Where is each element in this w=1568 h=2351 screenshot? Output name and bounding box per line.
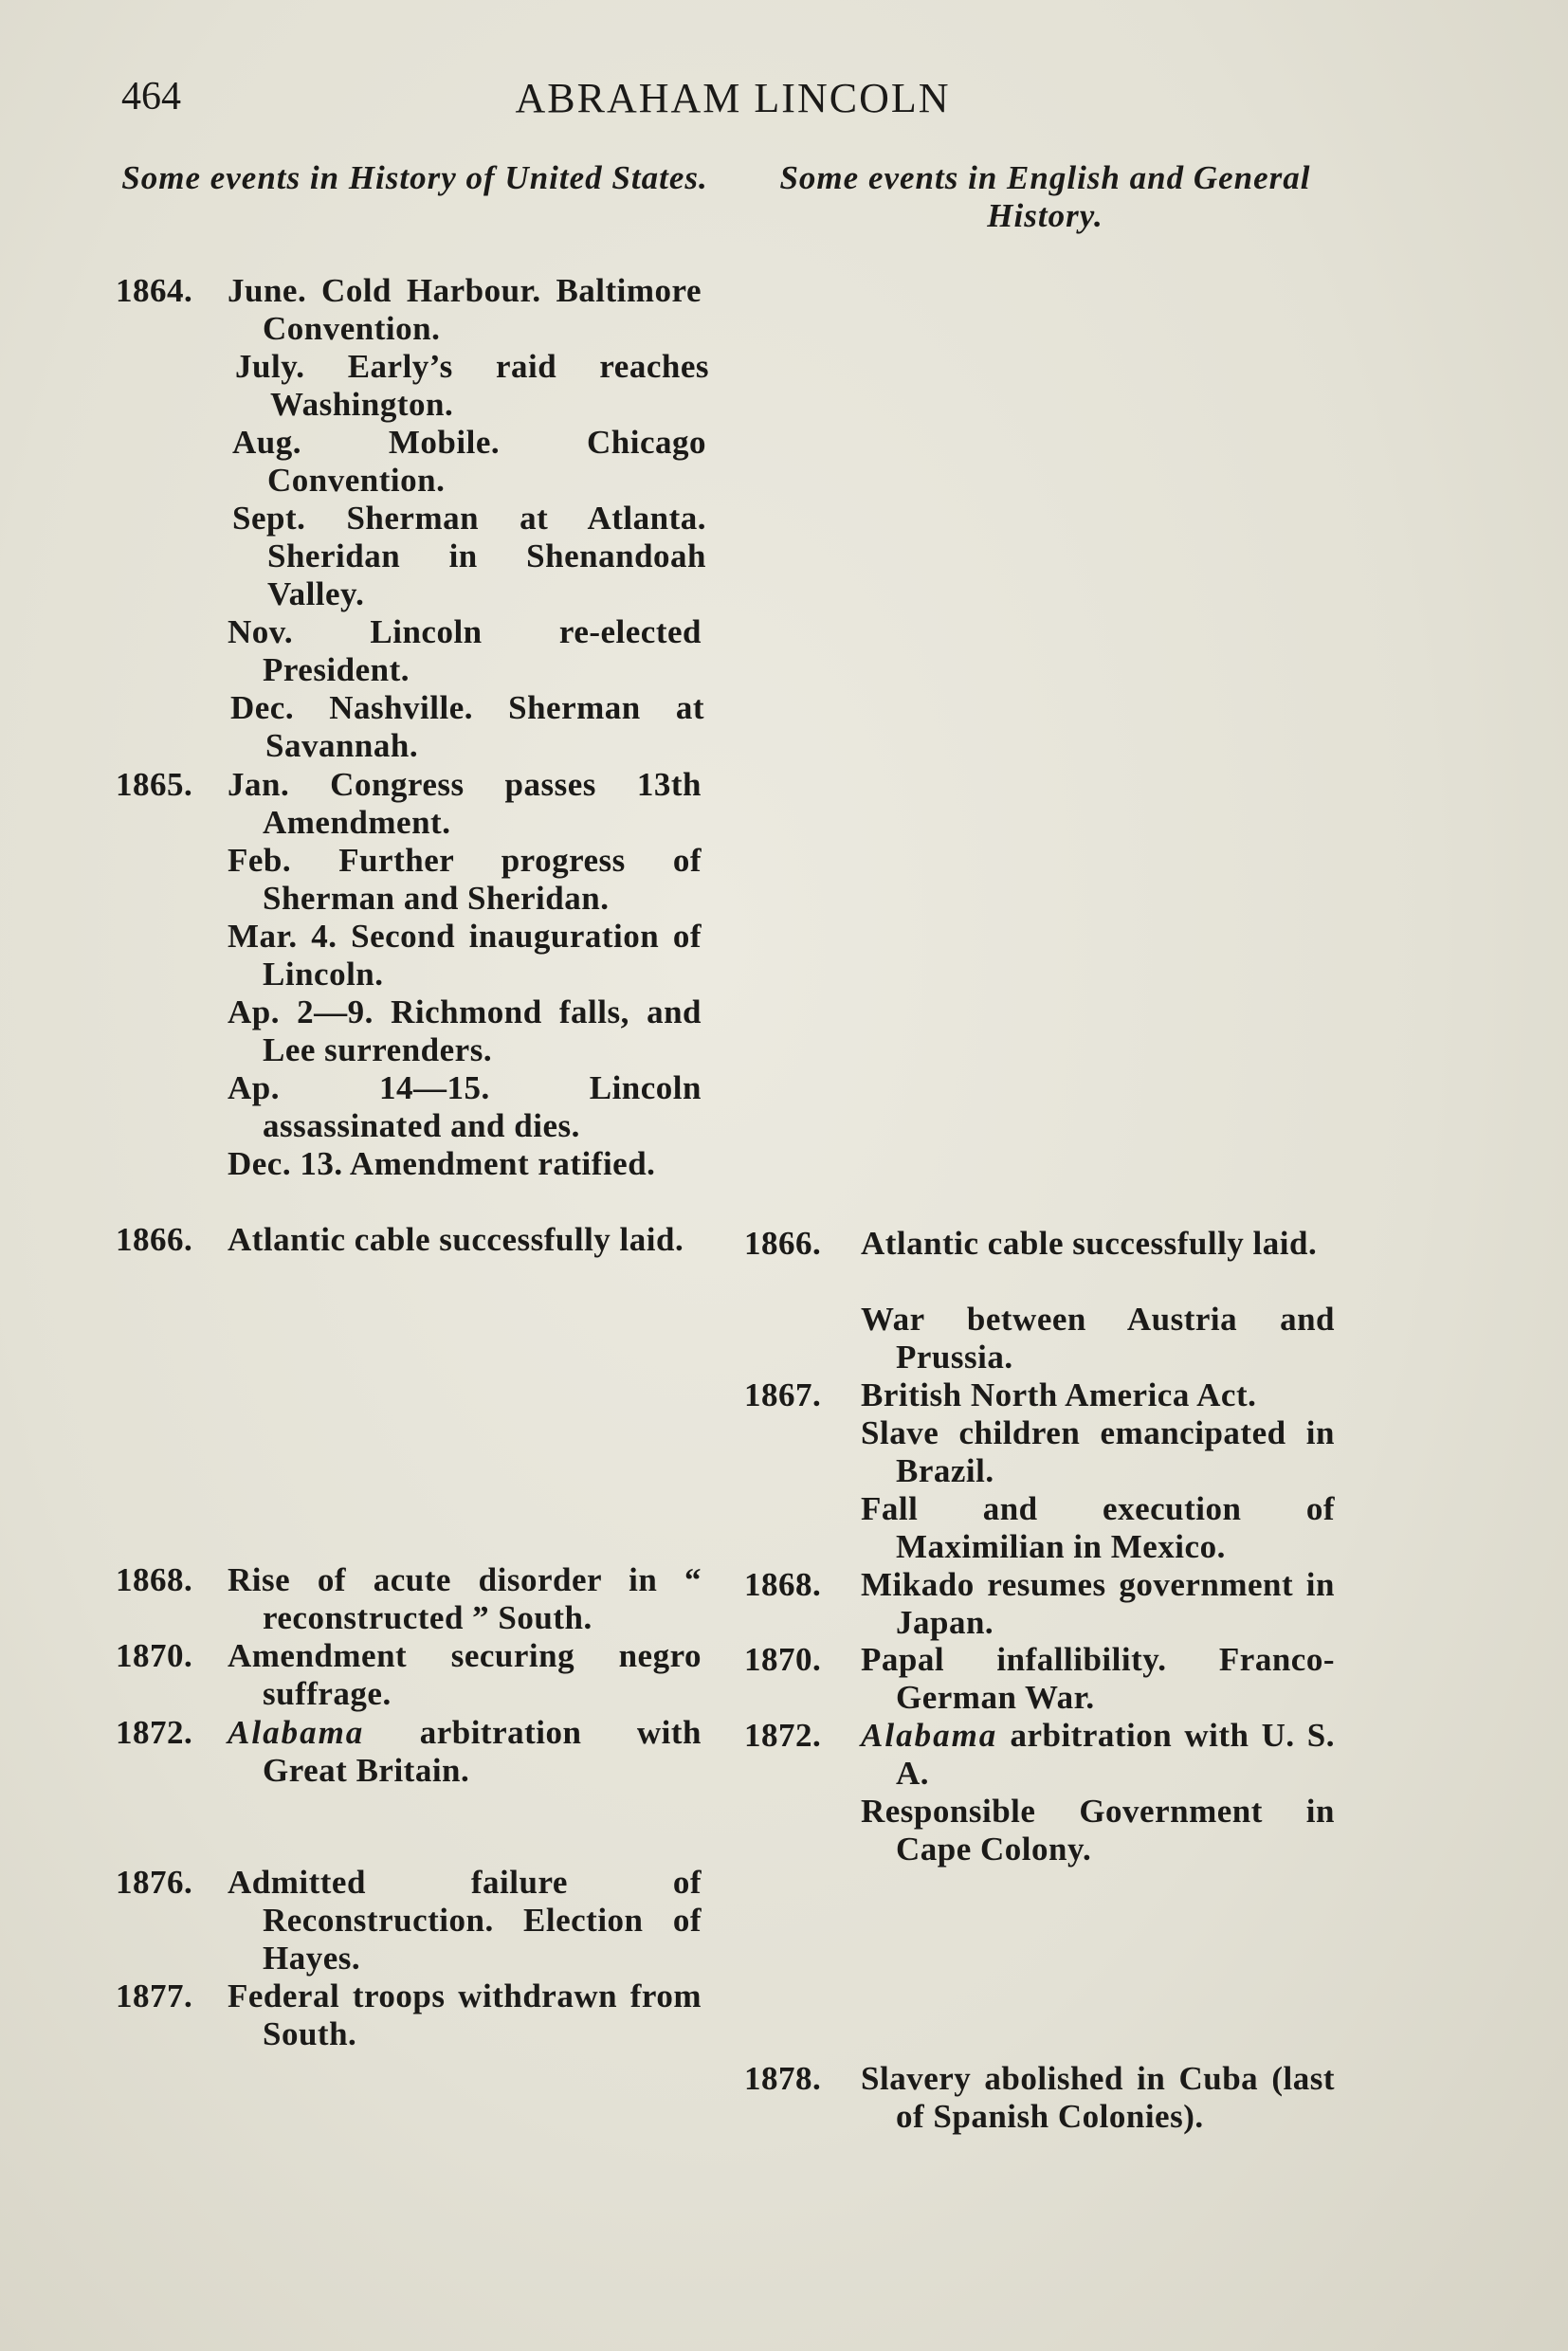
entry-year: 1866. — [744, 1225, 822, 1262]
entry-text: Aug. Mobile. Chicago Convention. — [232, 424, 706, 499]
entry-text: Nov. Lincoln re-elected President. — [228, 613, 702, 688]
entry-year: 1867. — [744, 1376, 822, 1413]
entry-year: 1872. — [116, 1714, 193, 1751]
entry-text: Admitted failure of Reconstruction. Election of Hayes. — [228, 1864, 702, 1977]
entry-text: Jan. Congress passes 13th Amendment. — [228, 766, 702, 841]
entry-text — [228, 1714, 702, 1790]
entry-text: Rise of acute disorder in “ reconstructed ” South. — [228, 1561, 702, 1636]
entry-text: Amendment securing negro suffrage. — [228, 1637, 702, 1712]
left-column-heading: Some events in History of United States. — [121, 159, 708, 196]
entry-text: Papal infallibility. Franco-German War. — [861, 1641, 1335, 1716]
entry-text: Dec. 13. Amendment ratified. — [228, 1145, 656, 1182]
entry-text: Sept. Sherman at Atlanta. Sheridan in Shenandoah Valley. — [232, 500, 706, 612]
entry-text-rest: arbitration with Great Britain. — [263, 1714, 702, 1789]
ship-name: Alabama — [861, 1717, 998, 1754]
page-header — [121, 74, 1344, 131]
entry-year: 1878. — [744, 2060, 822, 2097]
entry-text: Ap. 2—9. Richmond falls, and Lee surrenders. — [228, 993, 702, 1068]
entry-text: Ap. 14—15. Lincoln assassinated and dies. — [228, 1069, 702, 1144]
entry-year: 1866. — [116, 1221, 193, 1258]
entry-text-rest: arbitration with U. S. A. — [896, 1717, 1335, 1792]
entry-year: 1868. — [116, 1561, 193, 1598]
entry-text: Slavery abolished in Cuba (last of Spanish Colonies). — [861, 2060, 1335, 2135]
entry-text: Slave children emancipated in Brazil. — [861, 1414, 1335, 1489]
entry-year: 1870. — [744, 1641, 822, 1678]
entry-year: 1870. — [116, 1637, 193, 1674]
entry-year: 1865. — [116, 766, 193, 803]
entry-text — [861, 1717, 1335, 1793]
entry-text: Feb. Further progress of Sherman and Sheridan. — [228, 842, 702, 917]
entry-text: Fall and execution of Maximilian in Mexico. — [861, 1490, 1335, 1565]
entry-year: 1876. — [116, 1864, 193, 1901]
entry-year: 1864. — [116, 272, 193, 309]
entry-year: 1872. — [744, 1717, 822, 1754]
entry-text: Federal troops withdrawn from South. — [228, 1977, 702, 2052]
entry-text: Atlantic cable successfully laid. — [861, 1225, 1318, 1262]
entry-text: July. Early’s raid reaches Washington. — [235, 348, 709, 423]
running-title: ABRAHAM LINCOLN — [515, 75, 951, 121]
right-column-heading: Some events in English and General History. — [779, 159, 1311, 234]
entry-text: Atlantic cable successfully laid. — [228, 1221, 684, 1258]
entry-text: Responsible Government in Cape Colony. — [861, 1793, 1335, 1868]
entry-text: Mar. 4. Second inauguration of Lincoln. — [228, 918, 702, 993]
page-number: 464 — [121, 75, 181, 118]
entry-text: British North America Act. — [861, 1376, 1257, 1413]
entry-text: June. Cold Harbour. Baltimore Convention. — [228, 272, 702, 347]
entry-text: War between Austria and Prussia. — [861, 1301, 1335, 1376]
entry-year: 1868. — [744, 1566, 822, 1603]
ship-name: Alabama — [228, 1714, 365, 1751]
entry-year: 1877. — [116, 1977, 193, 2014]
entry-text: Mikado resumes government in Japan. — [861, 1566, 1335, 1641]
entry-text: Dec. Nashville. Sherman at Savannah. — [230, 689, 704, 764]
